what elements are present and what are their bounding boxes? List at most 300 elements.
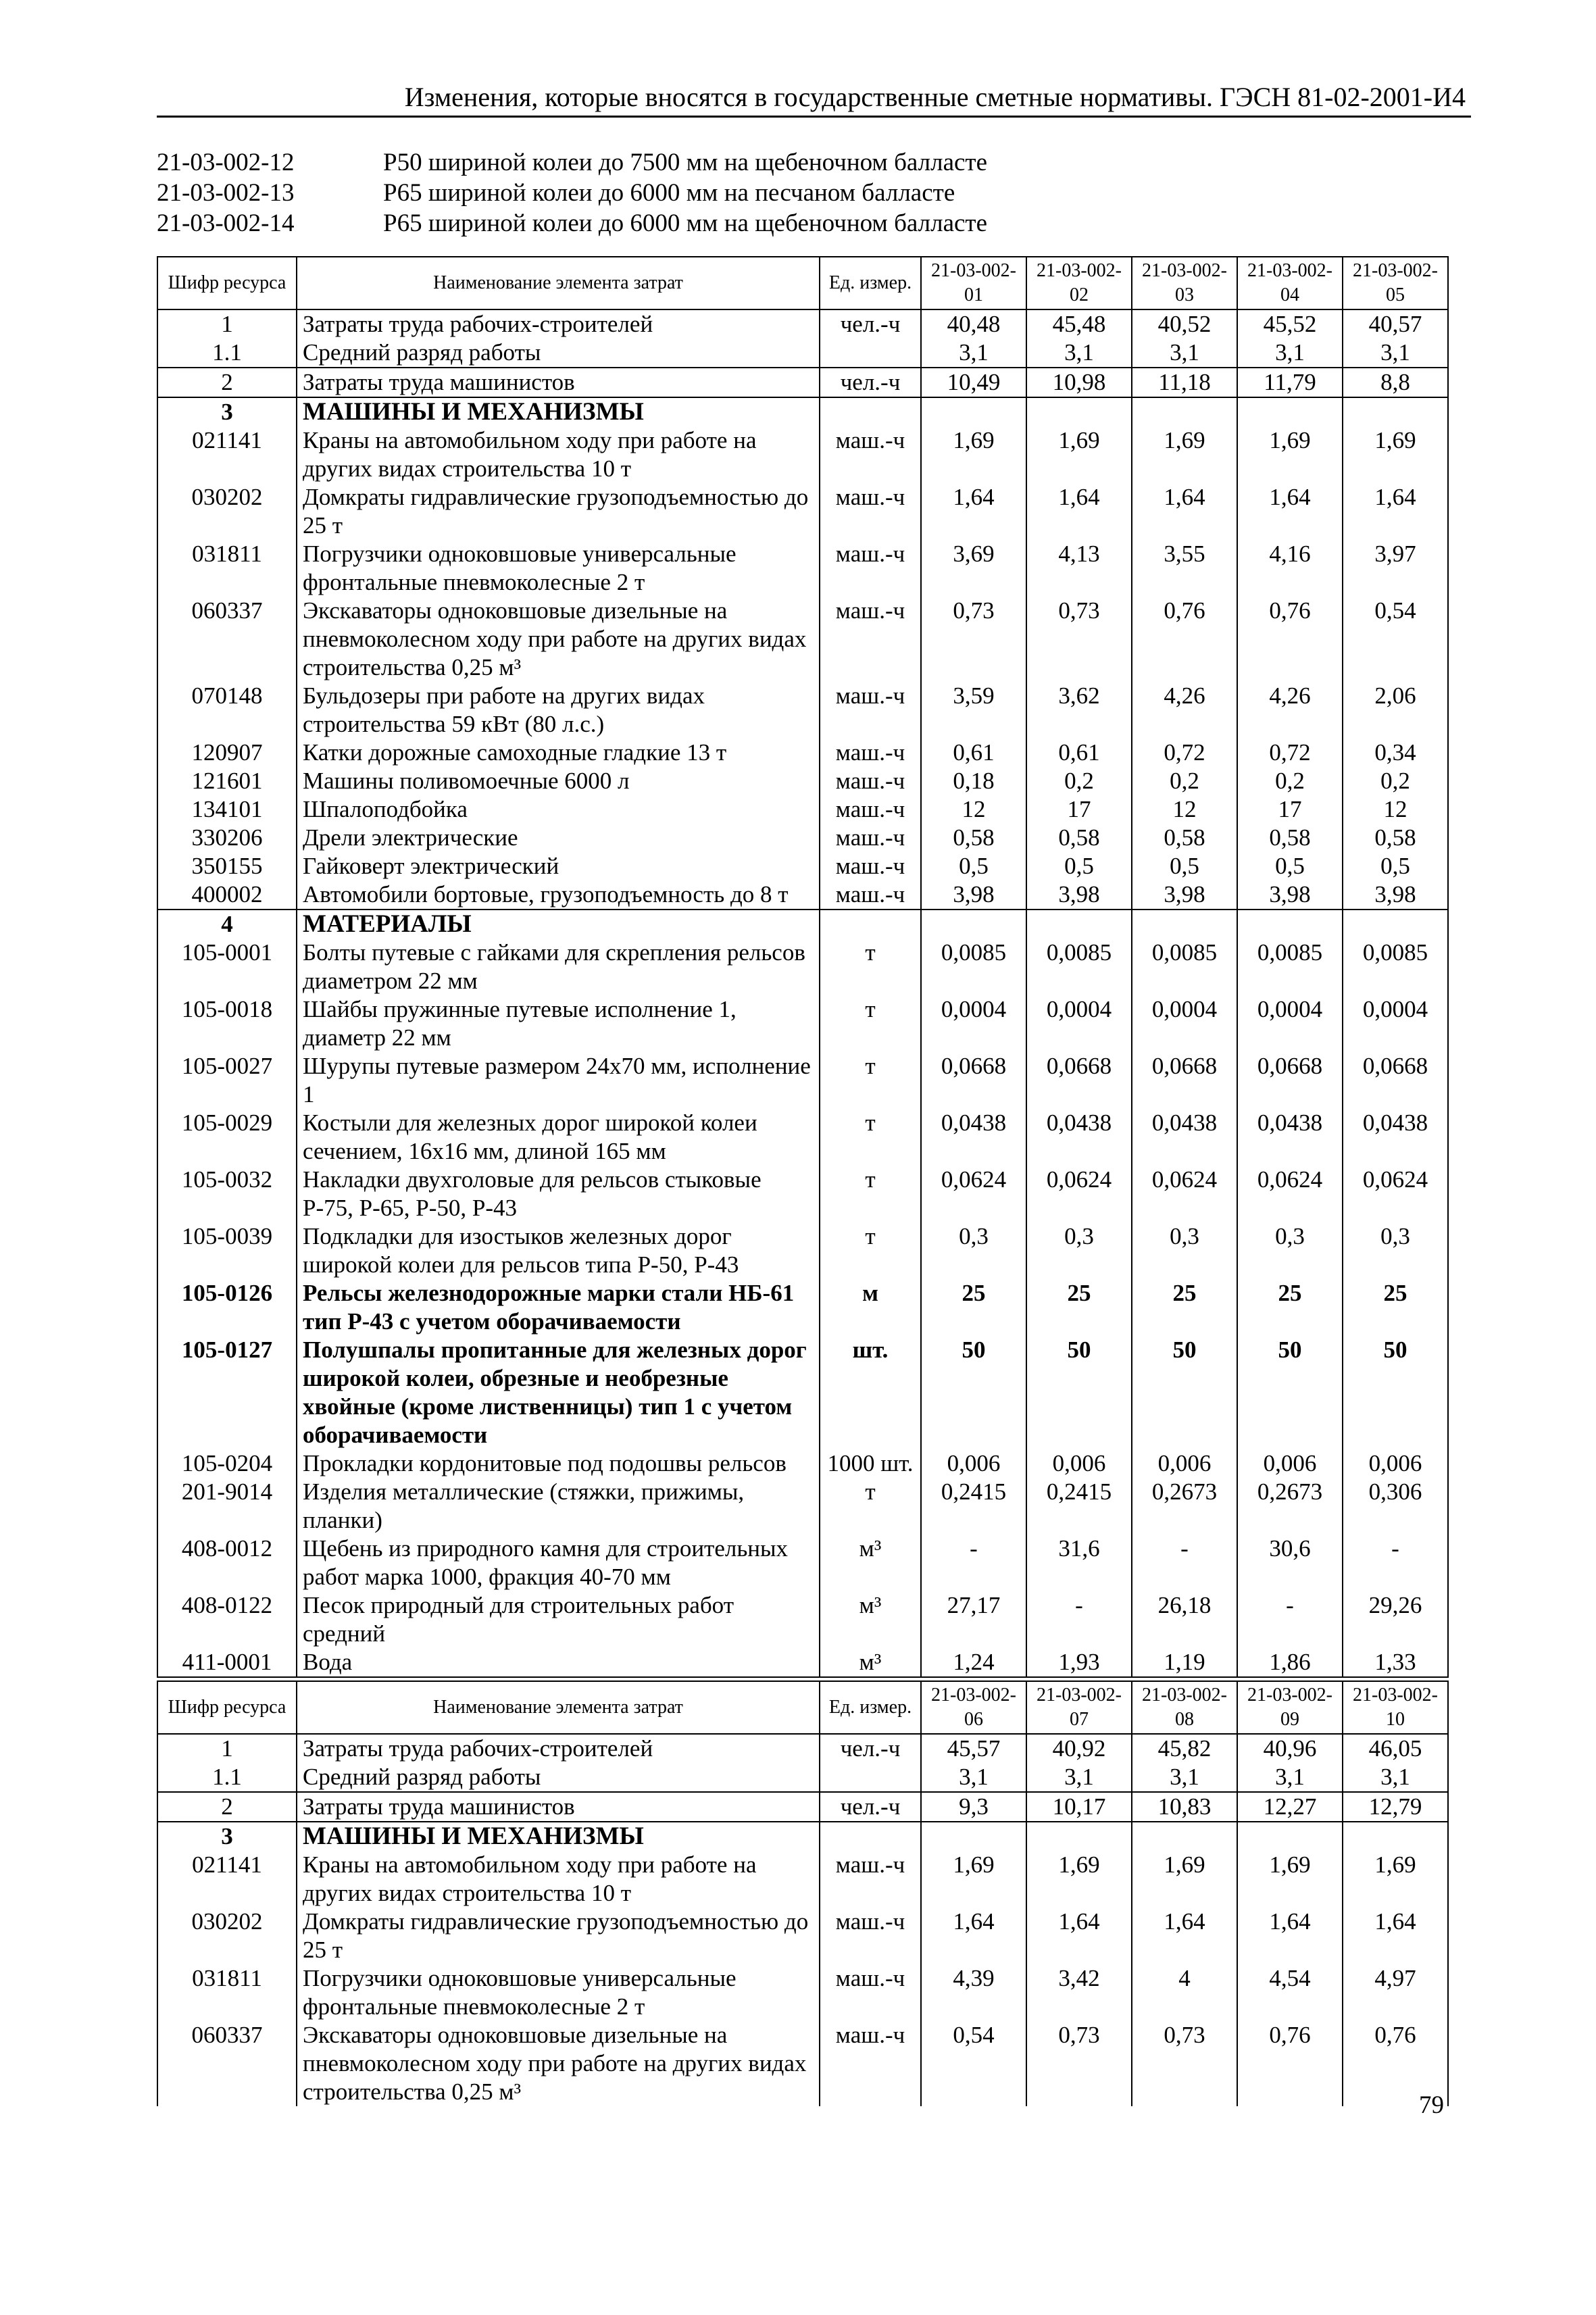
- header-norm-column: 21-03-002-06: [921, 1681, 1026, 1734]
- resource-name: Подкладки для изостыков железных дорог широкой колеи для рельсов типа Р-50, Р-43: [297, 1222, 820, 1279]
- resource-code: 134101: [157, 795, 297, 824]
- resource-name: Бульдозеры при работе на других видах строительства 59 кВт (80 л.с.): [297, 682, 820, 739]
- resource-value: 3,98: [921, 880, 1026, 910]
- resource-unit: чел.-ч: [820, 1734, 921, 1763]
- resource-value: 25: [1026, 1279, 1132, 1336]
- resource-value: [1132, 397, 1237, 426]
- table-row: [157, 1336, 1448, 1449]
- resource-value: 0,5: [1343, 852, 1448, 880]
- resource-value: 0,58: [1343, 824, 1448, 852]
- resource-value: 3,59: [921, 682, 1026, 739]
- resource-value: 3,1: [1343, 1763, 1448, 1792]
- resource-value: [1343, 1822, 1448, 1851]
- table-row: [157, 368, 1448, 397]
- resource-code: 105-0032: [157, 1166, 297, 1222]
- resource-value: 10,83: [1132, 1792, 1237, 1822]
- resource-name: Прокладки кордонитовые под подошвы рельсов: [297, 1449, 820, 1478]
- resource-value: 10,98: [1026, 368, 1132, 397]
- page-number: 79: [1419, 2091, 1444, 2119]
- table-row: [157, 1166, 1448, 1222]
- resource-value: 1,86: [1237, 1648, 1343, 1677]
- resource-name: Рельсы железнодорожные марки стали НБ-61 тип Р-43 с учетом оборачиваемости: [297, 1279, 820, 1336]
- resource-value: 3,1: [1343, 339, 1448, 368]
- table-row: [157, 397, 1448, 426]
- resource-code: 1: [157, 1734, 297, 1763]
- resource-value: 4,26: [1132, 682, 1237, 739]
- resource-code: 031811: [157, 1964, 297, 2021]
- resource-value: 27,17: [921, 1591, 1026, 1648]
- resource-value: 12,27: [1237, 1792, 1343, 1822]
- resource-name: Экскаваторы одноковшовые дизельные на пневмоколесном ходу при работе на других видах строительства 0,25 м³: [297, 597, 820, 682]
- resource-name: Домкраты гидравлические грузоподъемностью до 25 т: [297, 483, 820, 540]
- resource-value: 3,62: [1026, 682, 1132, 739]
- table-row: [157, 2021, 1448, 2106]
- resource-code: 120907: [157, 739, 297, 767]
- resource-value: 17: [1237, 795, 1343, 824]
- resource-value: 1,69: [1132, 1851, 1237, 1908]
- resource-value: 1,64: [1343, 1908, 1448, 1964]
- resource-name: Затраты труда рабочих-строителей: [297, 309, 820, 339]
- resource-unit: маш.-ч: [820, 682, 921, 739]
- resource-value: 40,96: [1237, 1734, 1343, 1763]
- resource-value: 40,52: [1132, 309, 1237, 339]
- resource-value: 4,54: [1237, 1964, 1343, 2021]
- resource-unit: т: [820, 1052, 921, 1109]
- resource-value: 0,2415: [1026, 1478, 1132, 1535]
- resource-value: [1343, 397, 1448, 426]
- resource-code: 411-0001: [157, 1648, 297, 1677]
- resource-unit: т: [820, 1478, 921, 1535]
- resource-code: 2: [157, 368, 297, 397]
- resource-value: 1,93: [1026, 1648, 1132, 1677]
- resource-value: 0,0438: [1343, 1109, 1448, 1166]
- resource-name: Изделия металлические (стяжки, прижимы, планки): [297, 1478, 820, 1535]
- table-row: [157, 1279, 1448, 1336]
- norm-description: Р65 шириной колеи до 6000 мм на песчаном балласте: [383, 179, 955, 207]
- resource-value: 0,58: [921, 824, 1026, 852]
- resource-value: 0,0438: [1132, 1109, 1237, 1166]
- page-header: [157, 80, 1471, 118]
- resource-code: 105-0204: [157, 1449, 297, 1478]
- resource-value: 0,0668: [1132, 1052, 1237, 1109]
- resource-value: 4,16: [1237, 540, 1343, 597]
- resource-value: 0,73: [1026, 597, 1132, 682]
- resource-value: 4,13: [1026, 540, 1132, 597]
- resource-name: МАШИНЫ И МЕХАНИЗМЫ: [297, 1822, 820, 1851]
- resource-unit: [820, 339, 921, 368]
- resource-unit: маш.-ч: [820, 1851, 921, 1908]
- resource-value: 25: [1237, 1279, 1343, 1336]
- resource-name: Дрели электрические: [297, 824, 820, 852]
- resource-value: 0,72: [1132, 739, 1237, 767]
- norm-code: 21-03-002-14: [157, 209, 295, 237]
- resource-code: 105-0127: [157, 1336, 297, 1449]
- table-row: [157, 1648, 1448, 1677]
- resource-code: 3: [157, 397, 297, 426]
- table-row: [157, 739, 1448, 767]
- table-row: [157, 824, 1448, 852]
- resource-value: 0,34: [1343, 739, 1448, 767]
- norm-code-line: [157, 208, 987, 239]
- header-norm-column: 21-03-002-03: [1132, 257, 1237, 309]
- resource-value: 1,64: [1343, 483, 1448, 540]
- resource-value: 1,64: [1026, 1908, 1132, 1964]
- resource-name: МАШИНЫ И МЕХАНИЗМЫ: [297, 397, 820, 426]
- resource-name: Костыли для железных дорог широкой колеи сечением, 16х16 мм, длиной 165 мм: [297, 1109, 820, 1166]
- resource-value: 4,39: [921, 1964, 1026, 2021]
- resource-unit: маш.-ч: [820, 767, 921, 795]
- resource-value: 30,6: [1237, 1535, 1343, 1591]
- resource-value: 46,05: [1343, 1734, 1448, 1763]
- resource-unit: маш.-ч: [820, 852, 921, 880]
- resource-value: 0,3: [1343, 1222, 1448, 1279]
- resource-unit: 1000 шт.: [820, 1449, 921, 1478]
- norm-code-line: [157, 147, 987, 178]
- resource-code: 408-0012: [157, 1535, 297, 1591]
- resource-value: 0,0624: [921, 1166, 1026, 1222]
- resource-code: 105-0029: [157, 1109, 297, 1166]
- table-row: [157, 1449, 1448, 1478]
- resource-value: 1,64: [1237, 1908, 1343, 1964]
- resource-value: 0,2: [1237, 767, 1343, 795]
- resource-code: 3: [157, 1822, 297, 1851]
- norm-code: 21-03-002-12: [157, 149, 295, 176]
- resource-name: Щебень из природного камня для строительных работ марка 1000, фракция 40-70 мм: [297, 1535, 820, 1591]
- resource-name: Средний разряд работы: [297, 339, 820, 368]
- resource-name: Затраты труда машинистов: [297, 368, 820, 397]
- resource-value: 0,2: [1026, 767, 1132, 795]
- resource-unit: [820, 1763, 921, 1792]
- resource-value: 0,0085: [1132, 939, 1237, 995]
- table-row: [157, 1535, 1448, 1591]
- table-row: [157, 597, 1448, 682]
- table-row: [157, 1908, 1448, 1964]
- resource-value: 4: [1132, 1964, 1237, 2021]
- resource-value: 1,69: [1237, 426, 1343, 483]
- resource-name: Шурупы путевые размером 24х70 мм, исполнение 1: [297, 1052, 820, 1109]
- resource-value: 0,76: [1237, 597, 1343, 682]
- resource-value: 0,0438: [1026, 1109, 1132, 1166]
- resource-unit: маш.-ч: [820, 824, 921, 852]
- resource-value: 0,3: [1132, 1222, 1237, 1279]
- resource-value: 2,06: [1343, 682, 1448, 739]
- resource-value: [1026, 910, 1132, 939]
- resource-value: 0,006: [1343, 1449, 1448, 1478]
- resource-value: 0,61: [921, 739, 1026, 767]
- table-row: [157, 1851, 1448, 1908]
- resource-value: 1,64: [921, 483, 1026, 540]
- resource-value: 3,98: [1132, 880, 1237, 910]
- table-row: [157, 483, 1448, 540]
- resource-unit: т: [820, 1166, 921, 1222]
- resource-value: 0,5: [1132, 852, 1237, 880]
- resource-value: 0,006: [1026, 1449, 1132, 1478]
- resource-code: 1.1: [157, 339, 297, 368]
- resource-value: 0,0668: [1026, 1052, 1132, 1109]
- header-norm-column: 21-03-002-08: [1132, 1681, 1237, 1734]
- resource-value: 10,49: [921, 368, 1026, 397]
- norm-code-list: [157, 147, 987, 239]
- table-row: [157, 1109, 1448, 1166]
- resource-code: 350155: [157, 852, 297, 880]
- header-norm-column: 21-03-002-10: [1343, 1681, 1448, 1734]
- resource-value: 0,006: [1132, 1449, 1237, 1478]
- resource-value: [1026, 397, 1132, 426]
- resource-value: 12: [1343, 795, 1448, 824]
- resource-value: 1,69: [921, 1851, 1026, 1908]
- resource-value: 0,0438: [921, 1109, 1026, 1166]
- resource-unit: маш.-ч: [820, 1964, 921, 2021]
- header-code: Шифр ресурса: [157, 1681, 297, 1734]
- resource-name: Домкраты гидравлические грузоподъемностью до 25 т: [297, 1908, 820, 1964]
- table-row: [157, 1478, 1448, 1535]
- resource-value: 17: [1026, 795, 1132, 824]
- header-norm-column: 21-03-002-01: [921, 257, 1026, 309]
- resource-value: 1,69: [1026, 426, 1132, 483]
- resource-value: 3,1: [921, 339, 1026, 368]
- table-row: [157, 1763, 1448, 1792]
- resource-code: 105-0027: [157, 1052, 297, 1109]
- resource-code: 105-0039: [157, 1222, 297, 1279]
- resource-code: 105-0126: [157, 1279, 297, 1336]
- resource-value: 0,0668: [1237, 1052, 1343, 1109]
- resource-value: 25: [921, 1279, 1026, 1336]
- resource-value: 0,2415: [921, 1478, 1026, 1535]
- resource-value: 3,1: [1132, 339, 1237, 368]
- resource-value: -: [1343, 1535, 1448, 1591]
- resource-value: [1026, 1822, 1132, 1851]
- resource-name: Болты путевые с гайками для скрепления рельсов диаметром 22 мм: [297, 939, 820, 995]
- resource-code: 105-0018: [157, 995, 297, 1052]
- resource-unit: маш.-ч: [820, 597, 921, 682]
- header-code: Шифр ресурса: [157, 257, 297, 309]
- resource-value: -: [1026, 1591, 1132, 1648]
- resource-value: 0,58: [1132, 824, 1237, 852]
- resource-value: 0,3: [1237, 1222, 1343, 1279]
- resource-value: 0,306: [1343, 1478, 1448, 1535]
- resource-value: 12,79: [1343, 1792, 1448, 1822]
- resource-value: -: [921, 1535, 1026, 1591]
- resource-value: 0,73: [1132, 2021, 1237, 2106]
- table-row: [157, 1222, 1448, 1279]
- resource-code: 021141: [157, 426, 297, 483]
- resource-value: 1,64: [921, 1908, 1026, 1964]
- resource-value: 0,0668: [1343, 1052, 1448, 1109]
- resource-value: 0,76: [1343, 2021, 1448, 2106]
- resource-unit: [820, 910, 921, 939]
- resource-value: 1,69: [1026, 1851, 1132, 1908]
- resource-value: 3,69: [921, 540, 1026, 597]
- norm-description: Р50 шириной колеи до 7500 мм на щебеночном балласте: [383, 149, 988, 176]
- resource-value: 0,006: [1237, 1449, 1343, 1478]
- resource-unit: м³: [820, 1648, 921, 1677]
- resource-code: 408-0122: [157, 1591, 297, 1648]
- resource-value: 1,69: [1343, 426, 1448, 483]
- resource-code: 060337: [157, 597, 297, 682]
- resource-name: Катки дорожные самоходные гладкие 13 т: [297, 739, 820, 767]
- resource-value: 0,0004: [1026, 995, 1132, 1052]
- header-norm-column: 21-03-002-04: [1237, 257, 1343, 309]
- resource-value: [921, 1822, 1026, 1851]
- norm-description: Р65 шириной колеи до 6000 мм на щебеночном балласте: [383, 209, 988, 237]
- resource-unit: маш.-ч: [820, 483, 921, 540]
- resource-value: 0,3: [921, 1222, 1026, 1279]
- resource-value: 11,79: [1237, 368, 1343, 397]
- resource-value: 26,18: [1132, 1591, 1237, 1648]
- table-header-row: [157, 1681, 1448, 1734]
- table-row: [157, 426, 1448, 483]
- resource-name: Погрузчики одноковшовые универсальные фронтальные пневмоколесные 2 т: [297, 1964, 820, 2021]
- resource-value: [1237, 397, 1343, 426]
- resource-value: [921, 910, 1026, 939]
- resource-value: 45,82: [1132, 1734, 1237, 1763]
- resource-name: Машины поливомоечные 6000 л: [297, 767, 820, 795]
- table-row: [157, 1822, 1448, 1851]
- resource-name: Затраты труда машинистов: [297, 1792, 820, 1822]
- resource-name: Вода: [297, 1648, 820, 1677]
- resource-name: Затраты труда рабочих-строителей: [297, 1734, 820, 1763]
- resource-unit: [820, 397, 921, 426]
- resource-value: 0,76: [1237, 2021, 1343, 2106]
- header-norm-column: 21-03-002-05: [1343, 257, 1448, 309]
- resource-value: 3,98: [1343, 880, 1448, 910]
- resource-table-1: [157, 256, 1449, 1678]
- resource-value: 1,64: [1237, 483, 1343, 540]
- resource-unit: чел.-ч: [820, 1792, 921, 1822]
- table-row: [157, 1591, 1448, 1648]
- resource-code: 330206: [157, 824, 297, 852]
- resource-unit: м³: [820, 1535, 921, 1591]
- resource-code: 121601: [157, 767, 297, 795]
- table-header-row: [157, 257, 1448, 309]
- resource-name: Погрузчики одноковшовые универсальные фронтальные пневмоколесные 2 т: [297, 540, 820, 597]
- resource-value: 1,64: [1026, 483, 1132, 540]
- resource-value: 12: [921, 795, 1026, 824]
- resource-code: 4: [157, 910, 297, 939]
- resource-value: 10,17: [1026, 1792, 1132, 1822]
- resource-value: [1237, 1822, 1343, 1851]
- resource-value: 0,61: [1026, 739, 1132, 767]
- resource-value: 40,48: [921, 309, 1026, 339]
- resource-code: 105-0001: [157, 939, 297, 995]
- resource-value: 1,69: [1237, 1851, 1343, 1908]
- header-norm-column: 21-03-002-02: [1026, 257, 1132, 309]
- resource-value: 3,97: [1343, 540, 1448, 597]
- resource-value: 11,18: [1132, 368, 1237, 397]
- resource-value: -: [1237, 1591, 1343, 1648]
- resource-name: Средний разряд работы: [297, 1763, 820, 1792]
- resource-value: 4,26: [1237, 682, 1343, 739]
- resource-value: 4,97: [1343, 1964, 1448, 2021]
- resource-value: 0,58: [1237, 824, 1343, 852]
- resource-name: Накладки двухголовые для рельсов стыковые Р-75, Р-65, Р-50, Р-43: [297, 1166, 820, 1222]
- resource-name: Экскаваторы одноковшовые дизельные на пневмоколесном ходу при работе на других видах строительства 0,25 м³: [297, 2021, 820, 2106]
- resource-value: 50: [1026, 1336, 1132, 1449]
- resource-value: [1343, 910, 1448, 939]
- resource-code: 031811: [157, 540, 297, 597]
- resource-value: 0,0438: [1237, 1109, 1343, 1166]
- resource-value: 0,76: [1132, 597, 1237, 682]
- resource-name: Краны на автомобильном ходу при работе на других видах строительства 10 т: [297, 426, 820, 483]
- resource-code: 201-9014: [157, 1478, 297, 1535]
- resource-value: 0,18: [921, 767, 1026, 795]
- resource-value: 45,52: [1237, 309, 1343, 339]
- resource-value: 0,2: [1343, 767, 1448, 795]
- header-title: Изменения, которые вносятся в государственные сметные нормативы. ГЭСН 81-02-2001-И4: [404, 82, 1466, 112]
- resource-value: 3,55: [1132, 540, 1237, 597]
- resource-value: 25: [1132, 1279, 1237, 1336]
- resource-name: Шайбы пружинные путевые исполнение 1, диаметр 22 мм: [297, 995, 820, 1052]
- resource-code: 2: [157, 1792, 297, 1822]
- resource-unit: шт.: [820, 1336, 921, 1449]
- norm-code-line: [157, 178, 987, 208]
- resource-code: 030202: [157, 483, 297, 540]
- resource-value: 0,0004: [921, 995, 1026, 1052]
- resource-value: 3,1: [1026, 339, 1132, 368]
- header-norm-column: 21-03-002-09: [1237, 1681, 1343, 1734]
- resource-code: 021141: [157, 1851, 297, 1908]
- resource-name: Шпалоподбойка: [297, 795, 820, 824]
- resource-unit: чел.-ч: [820, 368, 921, 397]
- resource-value: 0,0624: [1343, 1166, 1448, 1222]
- resource-unit: маш.-ч: [820, 1908, 921, 1964]
- table-row: [157, 309, 1448, 339]
- table-row: [157, 939, 1448, 995]
- resource-value: [1132, 910, 1237, 939]
- table-row: [157, 995, 1448, 1052]
- resource-value: 0,006: [921, 1449, 1026, 1478]
- resource-code: 1.1: [157, 1763, 297, 1792]
- resource-value: 9,3: [921, 1792, 1026, 1822]
- resource-value: 3,1: [1132, 1763, 1237, 1792]
- resource-value: 0,0004: [1343, 995, 1448, 1052]
- resource-value: 1,69: [921, 426, 1026, 483]
- resource-unit: [820, 1822, 921, 1851]
- resource-value: 0,2673: [1237, 1478, 1343, 1535]
- resource-unit: маш.-ч: [820, 795, 921, 824]
- resource-value: 1,69: [1132, 426, 1237, 483]
- resource-value: 0,72: [1237, 739, 1343, 767]
- resource-value: [921, 397, 1026, 426]
- resource-value: 45,48: [1026, 309, 1132, 339]
- resource-value: [1132, 1822, 1237, 1851]
- header-unit: Ед. измер.: [820, 257, 921, 309]
- resource-code: 400002: [157, 880, 297, 910]
- table-row: [157, 1792, 1448, 1822]
- resource-unit: маш.-ч: [820, 426, 921, 483]
- resource-value: 0,5: [921, 852, 1026, 880]
- resource-unit: т: [820, 1222, 921, 1279]
- resource-value: 50: [921, 1336, 1026, 1449]
- resource-value: 0,0004: [1132, 995, 1237, 1052]
- resource-name: Краны на автомобильном ходу при работе на других видах строительства 10 т: [297, 1851, 820, 1908]
- resource-code: 070148: [157, 682, 297, 739]
- table-row: [157, 339, 1448, 368]
- resource-value: 29,26: [1343, 1591, 1448, 1648]
- resource-value: 0,58: [1026, 824, 1132, 852]
- resource-value: 3,1: [921, 1763, 1026, 1792]
- resource-value: -: [1132, 1535, 1237, 1591]
- resource-code: 030202: [157, 1908, 297, 1964]
- resource-value: 50: [1132, 1336, 1237, 1449]
- resource-code: 1: [157, 309, 297, 339]
- resource-value: 0,0085: [1026, 939, 1132, 995]
- resource-value: 0,5: [1237, 852, 1343, 880]
- resource-unit: маш.-ч: [820, 2021, 921, 2106]
- resource-value: 0,73: [1026, 2021, 1132, 2106]
- resource-value: 1,33: [1343, 1648, 1448, 1677]
- resource-value: 0,0085: [1343, 939, 1448, 995]
